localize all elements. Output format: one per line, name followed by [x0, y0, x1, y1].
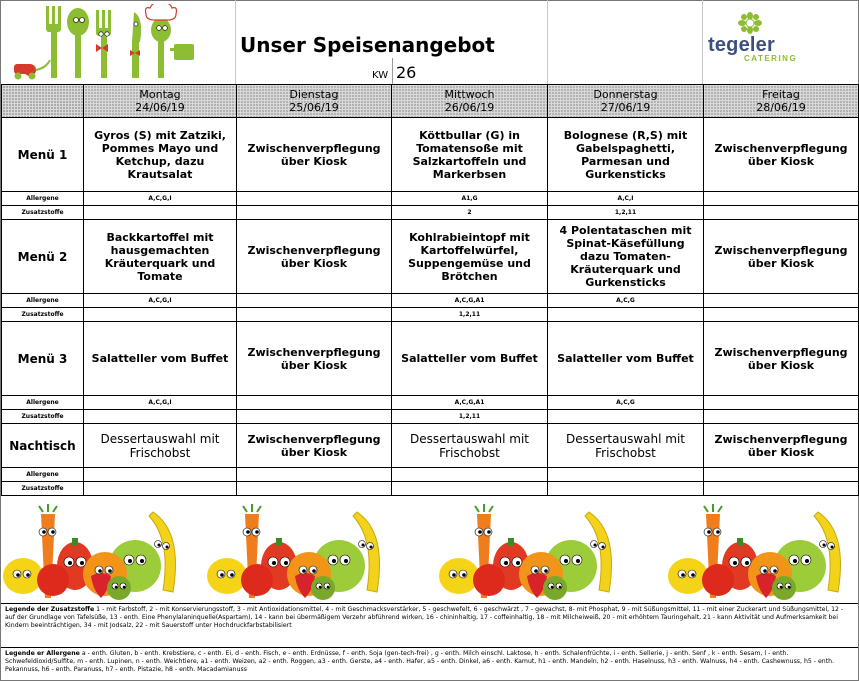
- menu-label: Menü 3: [2, 322, 84, 396]
- zusatz-cell: 1,2,11: [548, 206, 704, 220]
- dish-cell: Zwischenverpflegung über Kiosk: [237, 322, 392, 396]
- zusatzstoffe-row: [2, 482, 859, 496]
- allergene-cell: [237, 396, 392, 410]
- allergene-cell: [704, 192, 859, 206]
- allergene-cell: [237, 192, 392, 206]
- dish-cell: Dessertauswahl mit Frischobst: [84, 424, 237, 468]
- dish-cell: Zwischenverpflegung über Kiosk: [237, 424, 392, 468]
- allergene-cell: [704, 396, 859, 410]
- allergene-cell: [548, 468, 704, 482]
- day-name: Dienstag: [289, 88, 339, 101]
- zusatz-cell: [84, 482, 237, 496]
- dish-cell: Köttbullar (G) in Tomatensoße mit Salzkartoffeln und Markerbsen: [392, 118, 548, 192]
- allergene-cell: A1,G: [392, 192, 548, 206]
- day-header: [392, 85, 548, 118]
- zusatz-cell: [704, 206, 859, 220]
- allergene-cell: [392, 468, 548, 482]
- legend-text: 1 - mit Farbstoff, 2 - mit Konservierungsstoff, 3 - mit Antioxidationsmittel, 4 - mit Geschmacksverstärker, 5 - geschwefelt, 6 - geschwärzt , 7 - gewachst, 8- mit Phosphat, 9 - mit Süßungsmittel, 11 - mit einer Zuckerart und Süßungsmittel, 12 - auf der Grundlage von Tafelsüße, 13 - enth. Eine Phenylalaninquelle(Aspartam), 14 - kann bei übermäßigem Verzehr abführend wirken, 16 - chininhaltig, 17 - coffeinhaltig, 18 - mit Milcheiweiß, 20 - mit erhöhtem Tauringehalt, 21 - kann Aktivität und Aufmerksamkeit bei Kindern beeinträchtigen, 34 - mit Jodsalz, 22 - mit Sauerstoff unter Hochdruckfarbstabilisiert: [5, 606, 844, 629]
- zusatz-cell: [548, 308, 704, 322]
- kw-label: KW: [372, 70, 389, 81]
- day-name: Donnerstag: [593, 88, 658, 101]
- zusatz-cell: [704, 482, 859, 496]
- allergene-row: [2, 468, 859, 482]
- dish-cell: Dessertauswahl mit Frischobst: [548, 424, 704, 468]
- legend-zusatzstoffe: [1, 603, 858, 647]
- brand-sub: CATERING: [744, 54, 798, 63]
- menu-row: [2, 118, 859, 192]
- zusatz-cell: [237, 482, 392, 496]
- flower-icon: [735, 12, 765, 34]
- allergene-cell: A,C,G,I: [84, 192, 237, 206]
- zusatz-cell: [84, 308, 237, 322]
- zusatz-cell: 1,2,11: [392, 410, 548, 424]
- tegeler-catering-logo: [708, 12, 808, 70]
- allergene-cell: A,C,G,I: [84, 396, 237, 410]
- zusatz-cell: [84, 410, 237, 424]
- zusatz-cell: [704, 308, 859, 322]
- zusatzstoffe-row: [2, 308, 859, 322]
- allergene-cell: [704, 468, 859, 482]
- dish-cell: Zwischenverpflegung über Kiosk: [704, 322, 859, 396]
- dish-cell: Zwischenverpflegung über Kiosk: [704, 424, 859, 468]
- zusatz-cell: [237, 206, 392, 220]
- zusatzstoffe-label: Zusatzstoffe: [2, 206, 84, 220]
- header-corner: [2, 85, 84, 118]
- zusatz-cell: 1,2,11: [392, 308, 548, 322]
- zusatzstoffe-row: [2, 410, 859, 424]
- zusatzstoffe-label: Zusatzstoffe: [2, 482, 84, 496]
- allergene-cell: [237, 294, 392, 308]
- allergene-cell: A,C,G: [548, 294, 704, 308]
- dish-cell: Bolognese (R,S) mit Gabelspaghetti, Parmesan und Gurkensticks: [548, 118, 704, 192]
- day-header: [548, 85, 704, 118]
- dish-cell: Gyros (S) mit Zatziki, Pommes Mayo und Ketchup, dazu Krautsalat: [84, 118, 237, 192]
- dish-cell: Kohlrabieintopf mit Kartoffelwürfel, Suppengemüse und Brötchen: [392, 220, 548, 294]
- legend-text: a - enth. Gluten, b - enth. Krebstiere, c - enth. Ei, d - enth. Fisch, e - enth. Erdnüsse, f - enth. Soja (gen-tech-frei) , g - enth. Milch einschl. Laktose, h - enth. Schalenfrüchte, i - enth. Sellerie, j - enth. Senf , k - enth. Sesam, l - enth. Schwefeldioxid/Sulfite, m - enth. Lupinen, n - enth. Weichtiere, a1 - enth. Weizen, a2 - enth. Roggen, a3 - enth. Gerste, a4 - enth. Hafer, a5 - enth. Dinkel, a6 - enth. Kamut, h1 - enth. Mandeln, h2 - enth. Haselnuss, h3 - enth. Walnuss, h4 - enth. Cashewnuss, h5 - enth. Pekannuss, h6 - enth. Paranuss, h7 - enth. Pistazie, h8 - enth. Macadamianuss: [5, 650, 835, 673]
- dish-cell: Backkartoffel mit hausgemachten Kräuterquark und Tomate: [84, 220, 237, 294]
- zusatz-cell: [548, 482, 704, 496]
- day-header: [704, 85, 859, 118]
- zusatz-cell: 2: [392, 206, 548, 220]
- allergene-cell: A,C,G: [548, 396, 704, 410]
- allergene-cell: A,C,G,A1: [392, 396, 548, 410]
- legend-title: Legende der Zusatzstoffe: [5, 606, 95, 613]
- zusatz-cell: [237, 410, 392, 424]
- allergene-cell: A,C,G,A1: [392, 294, 548, 308]
- day-header: [84, 85, 237, 118]
- dish-cell: Zwischenverpflegung über Kiosk: [704, 118, 859, 192]
- dish-cell: Dessertauswahl mit Frischobst: [392, 424, 548, 468]
- menu-label: Menü 1: [2, 118, 84, 192]
- allergene-cell: [237, 468, 392, 482]
- day-header: [237, 85, 392, 118]
- menu-row: [2, 220, 859, 294]
- menu-plan-table: [1, 84, 859, 496]
- dish-cell: Salatteller vom Buffet: [392, 322, 548, 396]
- legend-title: Legende er Allergene: [5, 650, 80, 657]
- day-date: 24/06/19: [135, 101, 185, 114]
- allergene-label: Allergene: [2, 294, 84, 308]
- menu-label: Nachtisch: [2, 424, 84, 468]
- allergene-label: Allergene: [2, 396, 84, 410]
- zusatz-cell: [84, 206, 237, 220]
- legend-allergene: [1, 647, 858, 680]
- day-name: Freitag: [762, 88, 800, 101]
- fruit-illustrations: [1, 500, 858, 600]
- kw-value: 26: [396, 63, 417, 82]
- header-divider: [235, 0, 236, 85]
- cutlery-figures-logo: [6, 4, 201, 82]
- page-title: Unser Speisenangebot: [240, 33, 495, 57]
- zusatz-cell: [548, 410, 704, 424]
- zusatz-cell: [392, 482, 548, 496]
- menu-row: [2, 424, 859, 468]
- day-date: 25/06/19: [289, 101, 339, 114]
- dish-cell: Salatteller vom Buffet: [84, 322, 237, 396]
- dish-cell: Zwischenverpflegung über Kiosk: [237, 118, 392, 192]
- allergene-row: [2, 396, 859, 410]
- allergene-cell: A,C,G,I: [84, 294, 237, 308]
- zusatz-cell: [704, 410, 859, 424]
- dish-cell: Zwischenverpflegung über Kiosk: [237, 220, 392, 294]
- dish-cell: Zwischenverpflegung über Kiosk: [704, 220, 859, 294]
- menu-label: Menü 2: [2, 220, 84, 294]
- allergene-label: Allergene: [2, 468, 84, 482]
- menu-row: [2, 322, 859, 396]
- allergene-row: [2, 192, 859, 206]
- day-name: Montag: [139, 88, 181, 101]
- allergene-label: Allergene: [2, 192, 84, 206]
- allergene-cell: [84, 468, 237, 482]
- dish-cell: 4 Polentataschen mit Spinat-Käsefüllung dazu Tomaten-Kräuterquark und Gurkensticks: [548, 220, 704, 294]
- zusatzstoffe-row: [2, 206, 859, 220]
- day-date: 28/06/19: [756, 101, 806, 114]
- day-header-row: [2, 85, 859, 118]
- dish-cell: Salatteller vom Buffet: [548, 322, 704, 396]
- allergene-cell: [704, 294, 859, 308]
- day-name: Mittwoch: [444, 88, 495, 101]
- zusatzstoffe-label: Zusatzstoffe: [2, 308, 84, 322]
- header-divider: [702, 0, 703, 85]
- day-date: 27/06/19: [600, 101, 651, 114]
- zusatzstoffe-label: Zusatzstoffe: [2, 410, 84, 424]
- brand-name: tegeler: [708, 34, 775, 56]
- allergene-cell: A,C,I: [548, 192, 704, 206]
- day-date: 26/06/19: [444, 101, 495, 114]
- zusatz-cell: [237, 308, 392, 322]
- allergene-row: [2, 294, 859, 308]
